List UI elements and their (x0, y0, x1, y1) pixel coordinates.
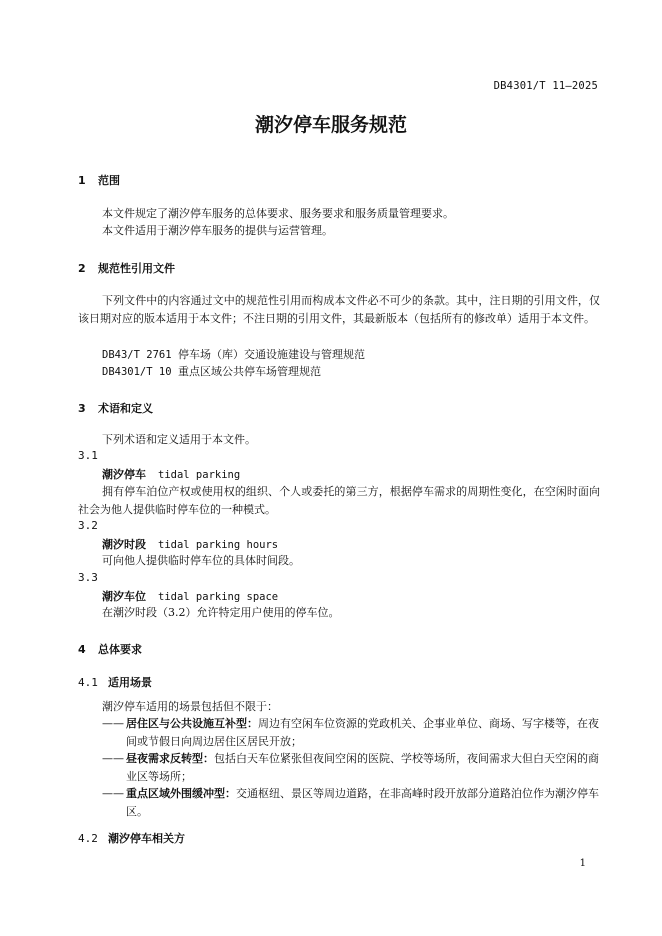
page-number: 1 (579, 858, 586, 869)
section-title: 总体要求 (98, 643, 142, 656)
section-number: 1 (78, 174, 86, 187)
term-zh: 潮汐时段 (102, 538, 146, 551)
section-number: 2 (78, 262, 86, 275)
term-en: tidal parking hours (158, 539, 279, 551)
subsection-title: 适用场景 (108, 676, 152, 689)
section-1-heading (78, 172, 120, 188)
subsection-4-1-heading (78, 674, 152, 690)
term-definition: 在潮汐时段（3.2）允许特定用户使用的停车位。 (102, 606, 340, 619)
reference-item (102, 363, 321, 379)
reference-title: 重点区域公共停车场管理规范 (178, 365, 321, 378)
dash-marker: —— (102, 787, 124, 800)
reference-item (102, 346, 365, 362)
standard-code: DB4301/T 11—2025 (493, 80, 598, 92)
subsection-title: 潮汐停车相关方 (108, 832, 185, 845)
list-item (102, 785, 600, 820)
term-heading (102, 588, 278, 604)
subsection-4-2-heading (78, 830, 185, 846)
term-number: 3.3 (78, 571, 98, 584)
section-3-heading (78, 400, 153, 416)
term-en: tidal parking (158, 469, 241, 481)
term-zh: 潮汐停车 (102, 468, 146, 481)
section-number: 3 (78, 402, 86, 415)
subsection-number: 4.1 (78, 676, 98, 689)
subsection-4-1-intro: 潮汐停车适用的场景包括但不限于： (102, 700, 278, 713)
list-item-label: 重点区域外围缓冲型： (126, 787, 236, 800)
term-zh: 潮汐车位 (102, 590, 146, 603)
section-4-heading (78, 641, 142, 657)
section-1-paragraph-2: 本文件适用于潮汐停车服务的提供与运营管理。 (102, 224, 333, 237)
dash-marker: —— (102, 717, 124, 730)
list-item-label: 居住区与公共设施互补型： (126, 717, 258, 730)
subsection-number: 4.2 (78, 832, 98, 845)
section-3-intro: 下列术语和定义适用于本文件。 (102, 433, 256, 446)
list-item-label: 昼夜需求反转型： (126, 752, 214, 765)
term-en: tidal parking space (158, 591, 279, 603)
section-title: 范围 (98, 174, 120, 187)
term-number: 3.2 (78, 519, 98, 532)
list-item-text: 交通枢纽、景区等周边道路，在非高峰时段开放部分道路泊位作为潮汐停车区。 (126, 787, 599, 818)
reference-title: 停车场（库）交通设施建设与管理规范 (178, 348, 365, 361)
list-item (102, 750, 600, 785)
list-item-text: 包括白天车位紧张但夜间空闲的医院、学校等场所，夜间需求大但白天空闲的商业区等场所； (126, 752, 599, 783)
list-item (102, 715, 600, 750)
section-number: 4 (78, 643, 86, 656)
reference-code: DB43/T 2761 (102, 349, 172, 361)
section-2-heading (78, 260, 175, 276)
dash-marker: —— (102, 752, 124, 765)
reference-code: DB4301/T 10 (102, 366, 172, 378)
section-title: 规范性引用文件 (98, 262, 175, 275)
section-title: 术语和定义 (98, 402, 153, 415)
section-2-paragraph: 下列文件中的内容通过文中的规范性引用而构成本文件必不可少的条款。其中，注日期的引用文件，仅该日期对应的版本适用于本文件；不注日期的引用文件，其最新版本（包括所有的修改单）适用于本文件。 (78, 294, 600, 325)
term-definition: 可向他人提供临时停车位的具体时间段。 (102, 554, 300, 567)
term-definition: 拥有停车泊位产权或使用权的组织、个人或委托的第三方，根据停车需求的周期性变化，在空闲时面向社会为他人提供临时停车位的一种模式。 (78, 485, 600, 516)
term-number: 3.1 (78, 449, 98, 462)
document-title: 潮汐停车服务规范 (254, 114, 407, 136)
term-heading (102, 536, 278, 552)
term-heading (102, 466, 240, 482)
section-1-paragraph-1: 本文件规定了潮汐停车服务的总体要求、服务要求和服务质量管理要求。 (102, 207, 454, 220)
list-item-text: 周边有空闲车位资源的党政机关、企事业单位、商场、写字楼等，在夜间或节假日向周边居住区居民开放； (126, 717, 599, 748)
